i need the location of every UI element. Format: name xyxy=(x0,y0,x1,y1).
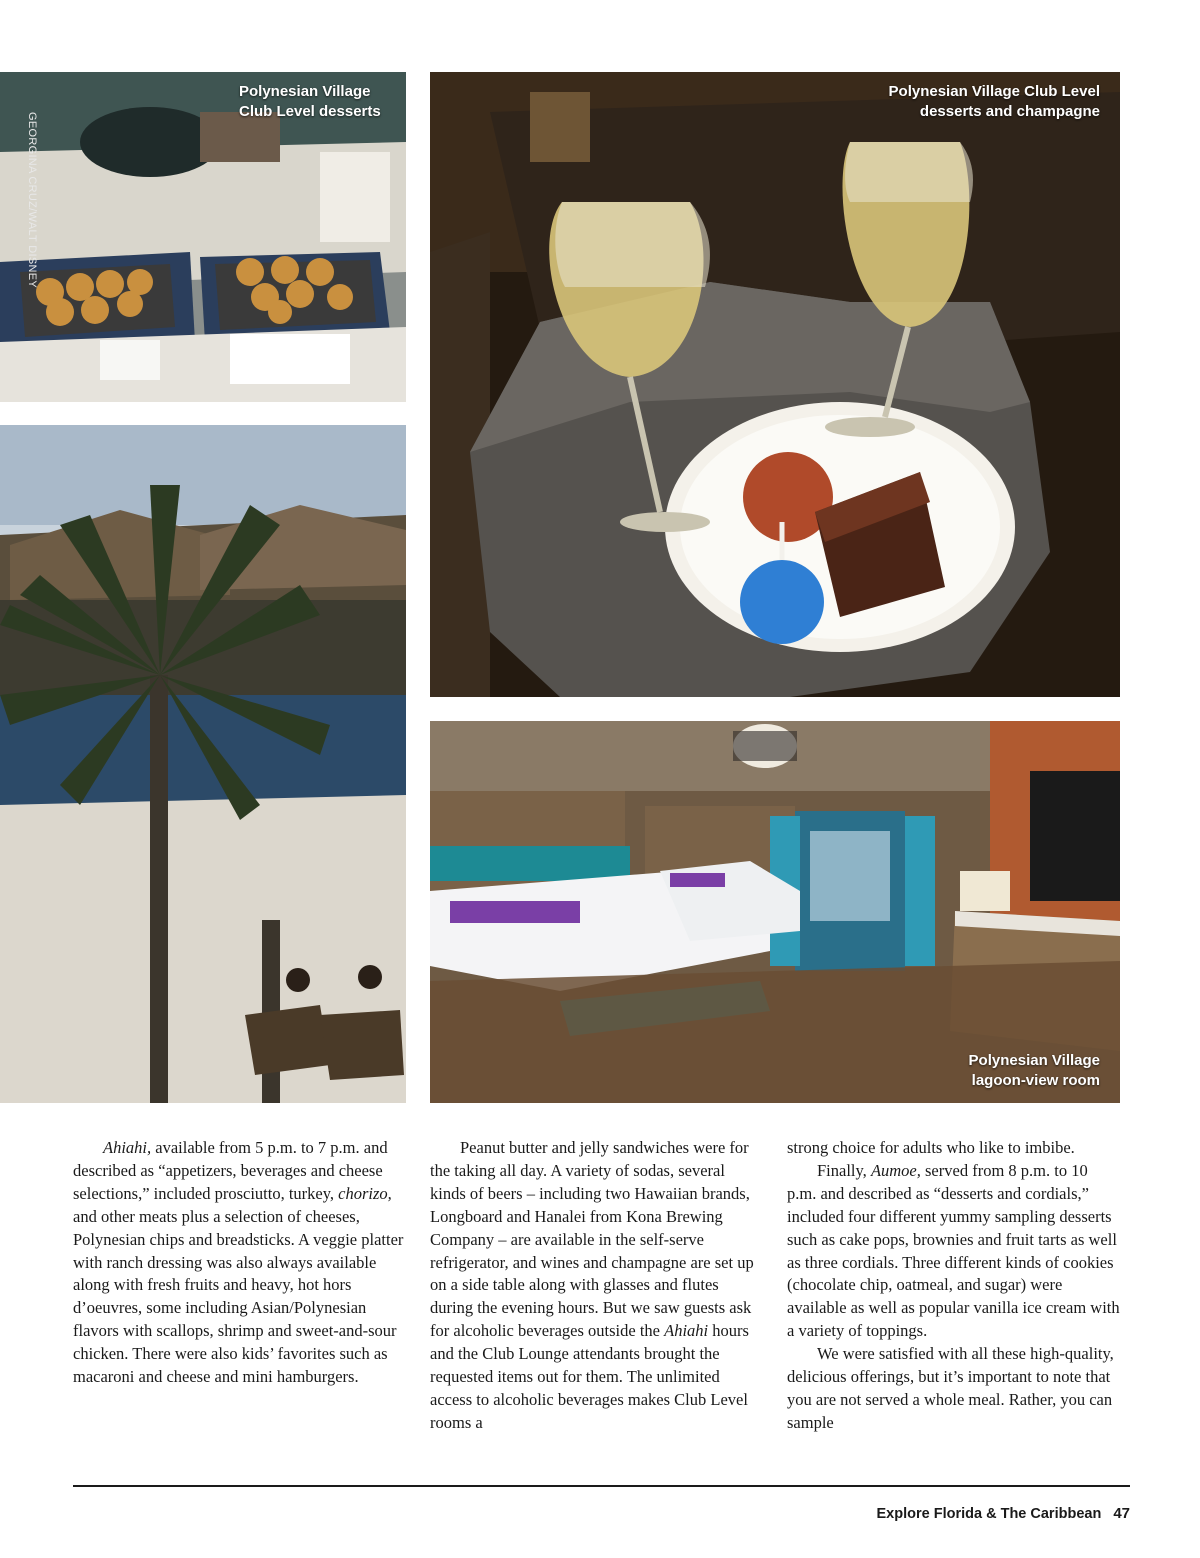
text-run: Finally, xyxy=(817,1160,871,1180)
text-run: strong choice for adults who like to imbibe. xyxy=(787,1138,1075,1157)
article-paragraph xyxy=(73,1137,406,1389)
text-run: served from 8 p.m. to 10 p.m. and described as “desserts and cordials,” included four different yummy sampling desserts such as cake pops, brownies and fruit tarts as well as three cordials. Three different kinds of cookies (chocolate chip, oatmeal, and sugar) were available as well as popular vanilla ice cream with a variety of toppings. xyxy=(787,1160,1120,1341)
article-column-1 xyxy=(73,1137,406,1389)
text-run: available from 5 p.m. to 7 p.m. and described as “appetizers, beverages and cheese selections,” included prosciutto, turkey, xyxy=(73,1138,388,1203)
caption-line: lagoon-view room xyxy=(971,1072,1100,1089)
caption-line: Polynesian Village xyxy=(239,83,371,100)
champagne-caption xyxy=(889,82,1100,122)
text-run: We were satisfied with all these high-quality, delicious offerings, but it’s important to note that you are not served a whole meal. Rather, you can sample xyxy=(787,1344,1114,1432)
caption-line: Polynesian Village xyxy=(968,1052,1100,1069)
text-run: hours and the Club Lounge attendants brought the requested items out for them. The unlimited access to alcoholic beverages makes Club Level rooms a xyxy=(430,1321,749,1432)
champagne-desserts-photo xyxy=(430,72,1120,697)
page-number: 47 xyxy=(1113,1505,1130,1522)
italic-text: Ahiahi xyxy=(664,1321,709,1341)
beach-palm-photo xyxy=(0,425,406,1103)
page-footer xyxy=(877,1505,1130,1522)
room-photo xyxy=(430,721,1120,1103)
desserts-buffet-caption xyxy=(239,82,381,122)
text-run: Peanut butter and jelly sandwiches were for the taking all day. A variety of sodas, several kinds of beers – including two Hawaiian brands, Longboard and Hanalei from Kona Brewing Company – are available in the self-serve refrigerator, and wines and champagne are set up on a side table along with glasses and flutes during the evening hours. But we saw guests ask for alcoholic beverages outside the xyxy=(430,1138,754,1341)
room-caption xyxy=(969,1051,1100,1091)
publication-name: Explore Florida & The Caribbean xyxy=(876,1506,1102,1522)
article-paragraph xyxy=(787,1137,1120,1160)
article-paragraph xyxy=(787,1160,1120,1343)
caption-line: Polynesian Village Club Level xyxy=(888,83,1100,100)
caption-line: desserts and champagne xyxy=(919,103,1100,120)
article-paragraph xyxy=(787,1343,1120,1435)
article-column-2 xyxy=(430,1137,763,1435)
text-run: and other meats plus a selection of cheeses, Polynesian chips and breadsticks. A veggie platter with ranch dressing was also always available along with fresh fruits and heavy, hot hors d’oeuvres, some including Asian/Polynesian flavors with scallops, shrimp and sweet-and-sour chicken. There were also kids’ favorites such as macaroni and cheese and mini hamburgers. xyxy=(73,1206,404,1387)
article-column-3 xyxy=(787,1137,1120,1435)
photo-credit: GEORGINA CRUZ/WALT DISNEY xyxy=(26,112,38,288)
italic-text: Aumoe, xyxy=(870,1160,921,1180)
caption-line: Club Level desserts xyxy=(239,103,381,120)
footer-rule xyxy=(73,1485,1130,1487)
italic-text: Ahiahi, xyxy=(103,1138,152,1157)
italic-text: chorizo, xyxy=(338,1183,392,1203)
article-paragraph xyxy=(430,1137,763,1435)
